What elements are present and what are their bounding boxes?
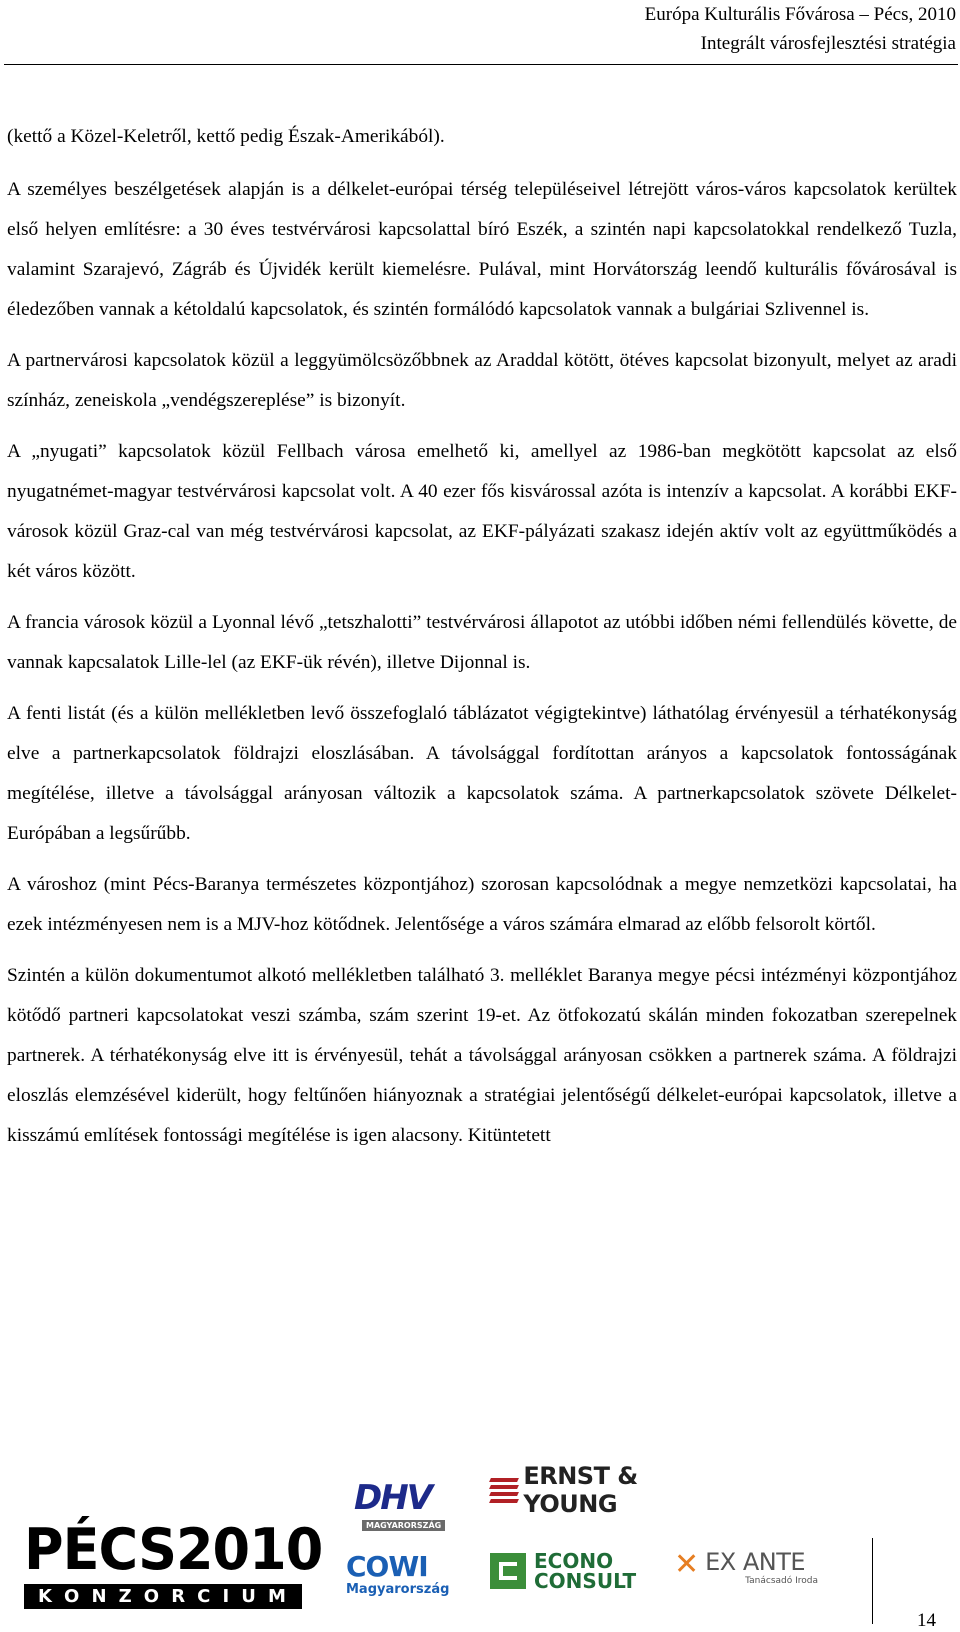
paragraph: (kettő a Közel-Keletről, kettő pedig Észak-Amerikából).	[7, 126, 445, 147]
paragraph: A partnervárosi kapcsolatok közül a leggyümölcsözőbbnek az Araddal kötött, ötéves kapcsolat bizonyult, melyet az aradi színház, zeneiskola „vendégszereplése” is bizonyít.	[7, 350, 957, 411]
paragraph: Szintén a külön dokumentumot alkotó mellékletben található 3. melléklet Baranya megye pécsi intézményi központjához kötődő partneri kapcsolatokat veszi számba, szám szerint 19-et. Az ötfokozatú skálán minden fokozatban szerepelnek partnerek. A térhatékonyság elve itt is érvényesül, tehát a távolsággal arányosan csökken a partnerek száma. A földrajzi eloszlás elemzésével kiderült, hogy feltűnően hiányoznak a stratégiai jelentőségű délkelet-európai kapcsolatok, illetve a kisszámú említések fontossági megítélése is igen alacsony. Kitüntetett	[7, 965, 957, 1146]
header-title: Európa Kulturális Fővárosa – Pécs, 2010	[644, 4, 956, 25]
ex-ante-logo: ✕ EX ANTE Tanácsadó Iroda	[674, 1547, 819, 1586]
econo-consult-logo: ECONO CONSULT	[490, 1546, 650, 1596]
paragraph: A személyes beszélgetések alapján is a délkelet-európai térség településeivel létrejött város-város kapcsolatok kerültek első helyen említésre: a 30 éves testvérvárosi kapcsolattal bíró Eszék, a szintén napi kapcsolatokkal rendelkező Tuzla, valamint Szarajevó, Zágráb és Újvidék került kiemelésre. Pulával, mint Horvátország leendő kulturális fővárosával is éledezőben vannak a kétoldalú kapcsolatok, és szintén formálódó kapcsolatok vannak a bulgáriai Szlivennel is.	[7, 179, 957, 320]
pecs2010-konzorcium: K O N Z O R C I U M	[24, 1584, 302, 1609]
paragraph: A „nyugati” kapcsolatok közül Fellbach városa emelhető ki, amellyel az 1986-ban megkötött kapcsolat az első nyugatnémet-magyar testvérvárosi kapcsolat volt. A 40 ezer fős kisvárossal azóta is intenzív a kapcsolat. A korábbi EKF-városok közül Graz-cal van még testvérvárosi kapcsolat, az EKF-pályázati szakasz idején aktív volt az együttműködés a két város között.	[7, 441, 957, 582]
econo-mark-icon	[490, 1553, 526, 1589]
pecs2010-logo	[24, 1516, 324, 1609]
ey-bars-icon	[490, 1476, 517, 1504]
page-number-divider	[872, 1538, 873, 1624]
ernst-young-logo: ERNST & YOUNG	[490, 1470, 720, 1510]
cowi-logo: COWI Magyarország	[346, 1550, 450, 1597]
paragraph: A városhoz (mint Pécs-Baranya természetes központjához) szorosan kapcsolódnak a megye nemzetközi kapcsolatai, ha ezek intézményesen nem is a MJV-hoz kötődnek. Jelentősége a város számára elmarad az előbb felsorolt körtől.	[7, 874, 957, 935]
footer-logos	[0, 1462, 960, 1631]
dhv-logo: DHV MAGYARORSZÁG	[348, 1470, 458, 1540]
paragraph: A fenti listát (és a külön mellékletben levő összefoglaló táblázatot végigtekintve) láthatólag érvényesül a térhatékonyság elve a partnerkapcsolatok földrajzi eloszlásában. A távolsággal fordítottan arányos a kapcsolatok fontosságának megítélése, illetve a távolsággal arányosan változik a kapcsolatok száma. A partnerkapcsolatok szövete Délkelet-Európában a legsűrűbb.	[7, 703, 957, 844]
paragraph: A francia városok közül a Lyonnal lévő „tetszhalotti” testvérvárosi állapotot az utóbbi időben némi fellendülés követte, de vannak kapcsalatok Lille-lel (az EKF-ük révén), illetve Dijonnal is.	[7, 612, 957, 673]
pecs2010-title: PÉCS2010	[24, 1516, 323, 1583]
header-subtitle: Integrált városfejlesztési stratégia	[700, 33, 956, 54]
page-header	[645, 0, 956, 58]
ex-ante-mark-icon: ✕	[674, 1547, 700, 1582]
document-body	[7, 117, 957, 1167]
header-divider	[4, 64, 958, 65]
page-number: 14	[917, 1610, 936, 1631]
